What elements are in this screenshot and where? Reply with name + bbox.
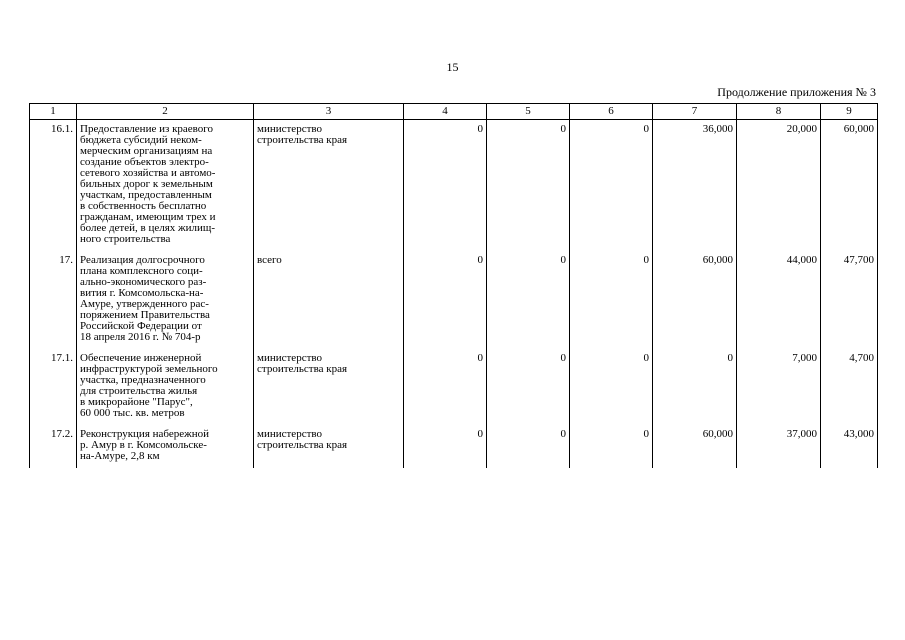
value-cell-col-5: 0 [487,251,570,349]
activity-name-line: Обеспечение инженерной [80,352,202,364]
table-body [30,120,878,469]
activity-name-line: бильных дорог к земельным [80,178,213,190]
value-cell-col-5: 0 [487,425,570,468]
executor-line: министерство [257,428,323,440]
value-cell-col-9: 60,000 [821,120,878,252]
activity-name-line: участкам, предоставленным [80,189,212,201]
activity-name-line: сетевого хозяйства и автомо- [80,167,216,179]
executor [254,349,404,425]
value-cell-col-5: 0 [487,120,570,252]
activity-name-line: в микрорайоне "Парус", [80,396,193,408]
column-header-2: 2 [77,104,254,120]
activity-name-line: бюджета субсидий неком- [80,134,202,146]
activity-name-line: Российской Федерации от [80,320,202,332]
activity-name-line: в собственность бесплатно [80,200,207,212]
column-header-3: 3 [254,104,404,120]
activity-name-line: плана комплексного соци- [80,265,203,277]
value-cell-col-7: 60,000 [653,251,737,349]
activity-name [77,349,254,425]
column-header-4: 4 [404,104,487,120]
row-number: 16.1. [30,120,77,252]
value-cell-col-7: 0 [653,349,737,425]
activity-name-line: Амуре, утвержденного рас- [80,298,209,310]
table-row [30,425,878,468]
program-table [29,103,878,468]
activity-name-line: ного строительства [80,233,171,245]
activity-name [77,425,254,468]
executor-line: строительства края [257,363,348,375]
activity-name [77,251,254,349]
column-header-9: 9 [821,104,878,120]
table-header-row [30,104,878,120]
value-cell-col-4: 0 [404,120,487,252]
value-cell-col-7: 60,000 [653,425,737,468]
column-header-8: 8 [737,104,821,120]
activity-name-line: Предоставление из краевого [80,123,214,135]
value-cell-col-6: 0 [570,349,653,425]
page-number: 15 [446,60,459,74]
value-cell-col-6: 0 [570,120,653,252]
executor-line: строительства края [257,439,348,451]
activity-name-line: более детей, в целях жилищ- [80,222,216,234]
activity-name-line: Реализация долгосрочного [80,254,205,266]
activity-name-line: ально-экономического раз- [80,276,207,288]
activity-name-line: 18 апреля 2016 г. № 704-р [80,331,201,343]
activity-name-line: р. Амур в г. Комсомольске- [80,439,207,451]
executor [254,425,404,468]
column-header-1: 1 [30,104,77,120]
column-header-5: 5 [487,104,570,120]
executor [254,120,404,252]
activity-name-line: поряжением Правительства [80,309,210,321]
column-header-7: 7 [653,104,737,120]
activity-name-line: 60 000 тыс. кв. метров [80,407,185,419]
row-number: 17.2. [30,425,77,468]
value-cell-col-9: 4,700 [821,349,878,425]
value-cell-col-4: 0 [404,425,487,468]
value-cell-col-8: 7,000 [737,349,821,425]
table-row [30,251,878,349]
value-cell-col-9: 43,000 [821,425,878,468]
row-number: 17.1. [30,349,77,425]
value-cell-col-7: 36,000 [653,120,737,252]
continuation-label: Продолжение приложения № 3 [717,85,876,99]
value-cell-col-4: 0 [404,251,487,349]
value-cell-col-8: 37,000 [737,425,821,468]
value-cell-col-4: 0 [404,349,487,425]
executor-line: всего [257,254,282,266]
table-row [30,120,878,252]
column-header-6: 6 [570,104,653,120]
activity-name-line: участка, предназначенного [80,374,206,386]
value-cell-col-9: 47,700 [821,251,878,349]
executor [254,251,404,349]
activity-name-line: Реконструкция набережной [80,428,209,440]
activity-name [77,120,254,252]
activity-name-line: создание объектов электро- [80,156,209,168]
activity-name-line: инфраструктурой земельного [80,363,218,375]
executor-line: строительства края [257,134,348,146]
value-cell-col-8: 44,000 [737,251,821,349]
value-cell-col-5: 0 [487,349,570,425]
table-row [30,349,878,425]
value-cell-col-6: 0 [570,425,653,468]
activity-name-line: для строительства жилья [80,385,198,397]
executor-line: министерство [257,352,323,364]
activity-name-line: вития г. Комсомольска-на- [80,287,204,299]
activity-name-line: на-Амуре, 2,8 км [80,450,160,462]
activity-name-line: гражданам, имеющим трех и [80,211,216,223]
row-number: 17. [30,251,77,349]
executor-line: министерство [257,123,323,135]
value-cell-col-6: 0 [570,251,653,349]
activity-name-line: мерческим организациям на [80,145,213,157]
value-cell-col-8: 20,000 [737,120,821,252]
